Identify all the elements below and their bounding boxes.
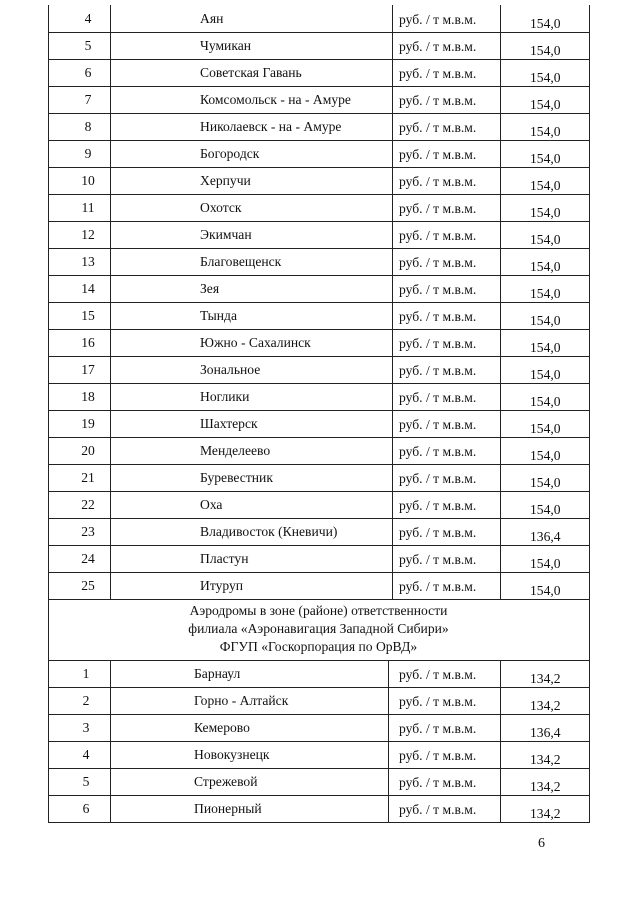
aerodrome-name: Николаевск - на - Амуре xyxy=(200,119,342,134)
aerodrome-name: Оха xyxy=(200,497,223,512)
unit-label: руб. / т м.в.м. xyxy=(399,66,477,81)
row-number: 24 xyxy=(81,551,95,566)
tariff-value: 154,0 xyxy=(530,556,561,571)
row-number: 7 xyxy=(84,92,92,107)
tariff-value: 134,2 xyxy=(530,698,561,713)
table-rule xyxy=(48,410,590,411)
unit-label: руб. / т м.в.м. xyxy=(399,552,477,567)
table-rule xyxy=(48,464,590,465)
unit-label: руб. / т м.в.м. xyxy=(399,721,477,736)
tariff-value: 154,0 xyxy=(530,583,561,598)
row-number: 17 xyxy=(81,362,95,377)
unit-label: руб. / т м.в.м. xyxy=(399,228,477,243)
unit-label: руб. / т м.в.м. xyxy=(399,802,477,817)
tariff-value: 154,0 xyxy=(530,394,561,409)
table-column-rule xyxy=(500,660,501,822)
row-number: 2 xyxy=(82,693,90,708)
row-number: 9 xyxy=(84,146,92,161)
tariff-value: 154,0 xyxy=(530,367,561,382)
row-number: 3 xyxy=(82,720,90,735)
table-rule xyxy=(48,437,590,438)
row-number: 15 xyxy=(81,308,95,323)
table-rule xyxy=(48,221,590,222)
table-column-rule xyxy=(48,5,49,599)
tariff-value: 154,0 xyxy=(530,16,561,31)
aerodrome-name: Зональное xyxy=(200,362,261,377)
unit-label: руб. / т м.в.м. xyxy=(399,282,477,297)
table-column-rule xyxy=(48,660,49,822)
table-rule xyxy=(48,687,590,688)
tariff-value: 134,2 xyxy=(530,779,561,794)
aerodrome-name: Менделеево xyxy=(200,443,271,458)
row-number: 4 xyxy=(82,747,90,762)
aerodrome-name: Ноглики xyxy=(200,389,250,404)
tariff-value: 134,2 xyxy=(530,752,561,767)
aerodrome-name: Тында xyxy=(200,308,237,323)
row-number: 12 xyxy=(81,227,95,242)
table-rule xyxy=(48,167,590,168)
tariff-value: 154,0 xyxy=(530,313,561,328)
unit-label: руб. / т м.в.м. xyxy=(399,390,477,405)
tariff-value: 154,0 xyxy=(530,421,561,436)
aerodrome-name: Советская Гавань xyxy=(200,65,302,80)
table-rule xyxy=(48,32,590,33)
table-rule xyxy=(48,491,590,492)
tariff-value: 154,0 xyxy=(530,448,561,463)
table-rule xyxy=(48,714,590,715)
table-rule xyxy=(48,545,590,546)
unit-label: руб. / т м.в.м. xyxy=(399,120,477,135)
row-number: 10 xyxy=(81,173,95,188)
tariff-value: 154,0 xyxy=(530,340,561,355)
table-rule xyxy=(48,660,590,661)
aerodrome-name: Шахтерск xyxy=(200,416,258,431)
row-number: 8 xyxy=(84,119,92,134)
table-rule xyxy=(48,329,590,330)
tariff-value: 154,0 xyxy=(530,475,561,490)
table-rule xyxy=(48,302,590,303)
tariff-value: 154,0 xyxy=(530,124,561,139)
unit-label: руб. / т м.в.м. xyxy=(399,748,477,763)
unit-label: руб. / т м.в.м. xyxy=(399,775,477,790)
unit-label: руб. / т м.в.м. xyxy=(399,694,477,709)
aerodrome-name: Чумикан xyxy=(200,38,252,53)
unit-label: руб. / т м.в.м. xyxy=(399,471,477,486)
row-number: 5 xyxy=(82,774,90,789)
aerodrome-name: Стрежевой xyxy=(194,774,258,789)
section-heading xyxy=(48,602,589,656)
table-rule xyxy=(48,795,590,796)
table-rule xyxy=(48,86,590,87)
aerodrome-name: Благовещенск xyxy=(200,254,282,269)
tariff-value: 134,2 xyxy=(530,671,561,686)
aerodrome-name: Охотск xyxy=(200,200,242,215)
unit-label: руб. / т м.в.м. xyxy=(399,255,477,270)
unit-label: руб. / т м.в.м. xyxy=(399,336,477,351)
tariff-value: 154,0 xyxy=(530,502,561,517)
aerodrome-name: Южно - Сахалинск xyxy=(200,335,311,350)
table-rule xyxy=(48,822,590,823)
section-heading-line: Аэродромы в зоне (районе) ответственности xyxy=(189,603,448,618)
unit-label: руб. / т м.в.м. xyxy=(399,201,477,216)
row-number: 25 xyxy=(81,578,95,593)
row-number: 1 xyxy=(82,666,90,681)
unit-label: руб. / т м.в.м. xyxy=(399,417,477,432)
unit-label: руб. / т м.в.м. xyxy=(399,525,477,540)
row-number: 14 xyxy=(81,281,95,296)
aerodrome-name: Аян xyxy=(200,11,224,26)
table-rule xyxy=(48,59,590,60)
tariff-value: 154,0 xyxy=(530,70,561,85)
table-rule xyxy=(48,599,590,600)
aerodrome-name: Зея xyxy=(200,281,220,296)
tariff-value: 136,4 xyxy=(530,529,561,544)
unit-label: руб. / т м.в.м. xyxy=(399,667,477,682)
unit-label: руб. / т м.в.м. xyxy=(399,579,477,594)
table-column-rule xyxy=(388,660,389,822)
table-rule xyxy=(48,572,590,573)
row-number: 5 xyxy=(84,38,92,53)
unit-label: руб. / т м.в.м. xyxy=(399,12,477,27)
row-number: 6 xyxy=(84,65,92,80)
row-number: 13 xyxy=(81,254,95,269)
tariff-value: 154,0 xyxy=(530,286,561,301)
unit-label: руб. / т м.в.м. xyxy=(399,39,477,54)
table-column-rule xyxy=(589,660,590,822)
tariff-value: 154,0 xyxy=(530,178,561,193)
row-number: 21 xyxy=(81,470,95,485)
row-number: 16 xyxy=(81,335,95,350)
row-number: 23 xyxy=(81,524,95,539)
unit-label: руб. / т м.в.м. xyxy=(399,93,477,108)
aerodrome-name: Комсомольск - на - Амуре xyxy=(200,92,351,107)
table-rule xyxy=(48,194,590,195)
aerodrome-name: Новокузнецк xyxy=(194,747,270,762)
unit-label: руб. / т м.в.м. xyxy=(399,174,477,189)
row-number: 11 xyxy=(81,200,95,215)
table-rule xyxy=(48,383,590,384)
tariff-value: 154,0 xyxy=(530,97,561,112)
tariff-value: 154,0 xyxy=(530,151,561,166)
table-rule xyxy=(48,275,590,276)
table-column-rule xyxy=(110,5,111,599)
table-column-rule xyxy=(110,660,111,822)
aerodrome-name: Кемерово xyxy=(194,720,250,735)
section-heading-line: филиала «Аэронавигация Западной Сибири» xyxy=(188,621,449,636)
aerodrome-name: Пионерный xyxy=(194,801,262,816)
tariff-value: 154,0 xyxy=(530,232,561,247)
table-rule xyxy=(48,356,590,357)
table-rule xyxy=(48,248,590,249)
tariff-value: 154,0 xyxy=(530,205,561,220)
aerodrome-name: Буревестник xyxy=(200,470,273,485)
aerodrome-name: Барнаул xyxy=(194,666,241,681)
table-column-rule xyxy=(589,5,590,599)
table-column-rule xyxy=(392,5,393,599)
aerodrome-name: Экимчан xyxy=(200,227,252,242)
tariff-value: 154,0 xyxy=(530,43,561,58)
aerodrome-name: Владивосток (Кневичи) xyxy=(200,524,338,539)
aerodrome-name: Итуруп xyxy=(200,578,244,593)
tariff-value: 136,4 xyxy=(530,725,561,740)
row-number: 20 xyxy=(81,443,95,458)
table-rule xyxy=(48,518,590,519)
table-rule xyxy=(48,768,590,769)
unit-label: руб. / т м.в.м. xyxy=(399,309,477,324)
row-number: 18 xyxy=(81,389,95,404)
section-heading-line: ФГУП «Госкорпорация по ОрВД» xyxy=(219,639,418,654)
tariff-value: 154,0 xyxy=(530,259,561,274)
aerodrome-name: Богородск xyxy=(200,146,260,161)
unit-label: руб. / т м.в.м. xyxy=(399,147,477,162)
row-number: 4 xyxy=(84,11,92,26)
unit-label: руб. / т м.в.м. xyxy=(399,363,477,378)
aerodrome-name: Пластун xyxy=(200,551,249,566)
page-number: 6 xyxy=(538,836,545,851)
table-column-rule xyxy=(500,5,501,599)
unit-label: руб. / т м.в.м. xyxy=(399,444,477,459)
row-number: 19 xyxy=(81,416,95,431)
tariff-value: 134,2 xyxy=(530,806,561,821)
unit-label: руб. / т м.в.м. xyxy=(399,498,477,513)
row-number: 6 xyxy=(82,801,90,816)
row-number: 22 xyxy=(81,497,95,512)
aerodrome-name: Херпучи xyxy=(200,173,251,188)
table-rule xyxy=(48,140,590,141)
table-rule xyxy=(48,113,590,114)
table-column-rule xyxy=(589,599,590,660)
aerodrome-name: Горно - Алтайск xyxy=(194,693,289,708)
table-rule xyxy=(48,741,590,742)
